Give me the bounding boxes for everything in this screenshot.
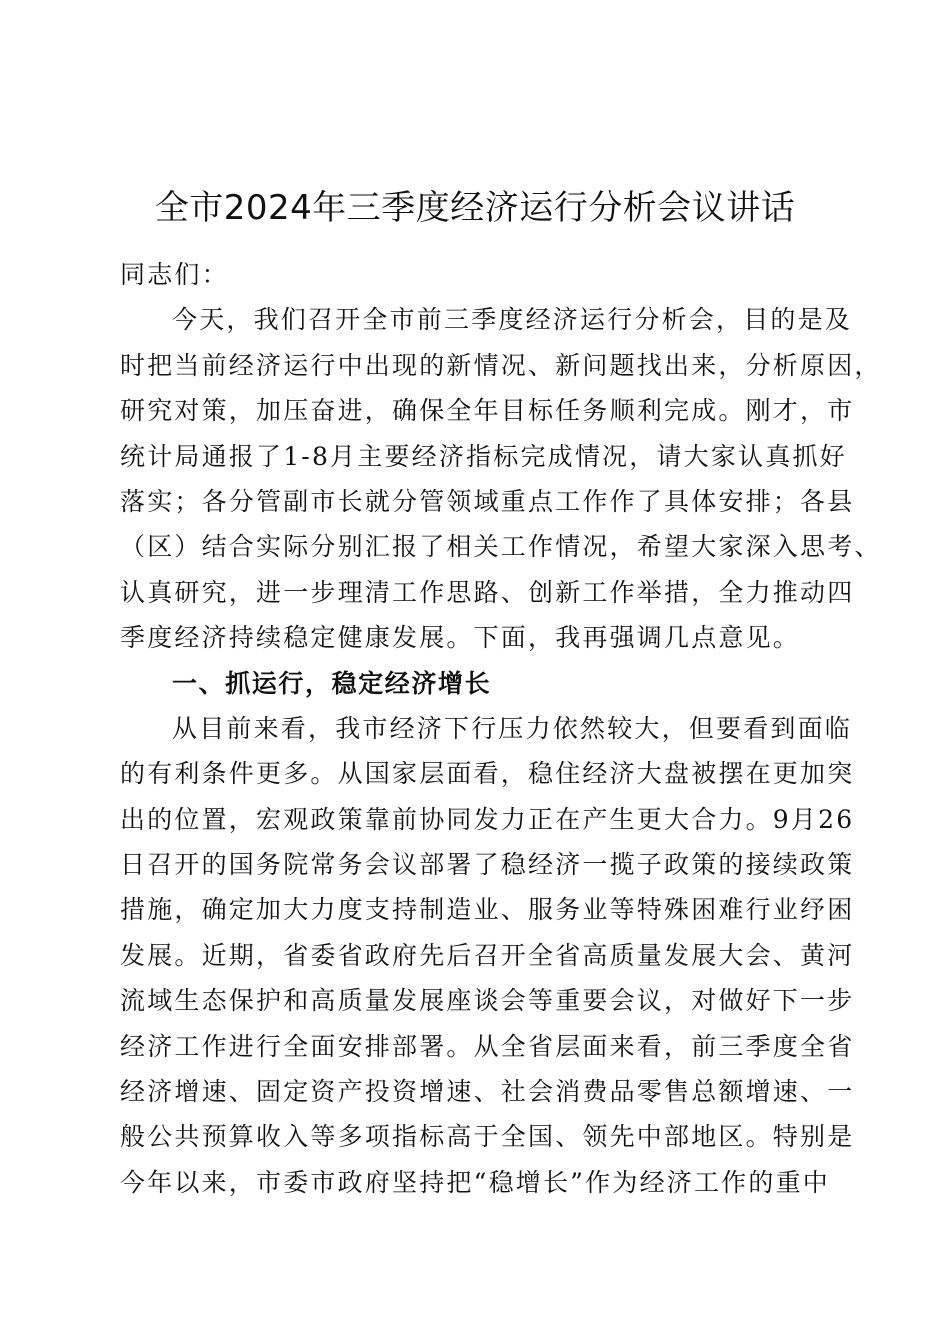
section-heading: 一、抓运行，稳定经济增长: [172, 668, 492, 698]
paragraph-line: 经济增速、固定资产投资增速、社会消费品零售总额增速、一: [120, 1077, 855, 1107]
paragraph-line: 日召开的国务院常务会议部署了稳经济一揽子政策的接续政策: [120, 850, 855, 880]
paragraph-line: 流域生态保护和高质量发展座谈会等重要会议，对做好下一步: [120, 986, 855, 1016]
paragraph-line: 从目前来看，我市经济下行压力依然较大，但要看到面临: [172, 713, 853, 743]
paragraph-line: 发展。近期，省委省政府先后召开全省高质量发展大会、黄河: [120, 940, 855, 970]
paragraph-line: 措施，确定加大力度支持制造业、服务业等特殊困难行业纾困: [120, 895, 855, 925]
paragraph-line: 落实；各分管副市长就分管领域重点工作作了具体安排；各县: [120, 486, 855, 516]
paragraph-line: 研究对策，加压奋进，确保全年目标任务顺利完成。刚才，市: [120, 396, 855, 426]
paragraph-line: 出的位置，宏观政策靠前协同发力正在产生更大合力。9月26: [120, 804, 855, 834]
paragraph-line: 今年以来，市委市政府坚持把“稳增长”作为经济工作的重中: [120, 1167, 830, 1197]
paragraph-line: 认真研究，进一步理清工作思路、创新工作举措，全力推动四: [120, 577, 855, 607]
paragraph-line: 的有利条件更多。从国家层面看，稳住经济大盘被摆在更加突: [120, 759, 855, 789]
document-body: [120, 252, 882, 1205]
salutation: 同志们：: [120, 260, 229, 289]
paragraph-line: 统计局通报了1-8月主要经济指标完成情况，请大家认真抓好: [120, 441, 847, 471]
paragraph-line: 经济工作进行全面安排部署。从全省层面来看，前三季度全省: [120, 1031, 855, 1061]
document-title: 全市2024年三季度经济运行分析会议讲话: [154, 188, 796, 228]
paragraph-2: [120, 706, 855, 1205]
paragraph-line: 季度经济持续稳定健康发展。下面，我再强调几点意见。: [120, 623, 801, 653]
paragraph-line: 今天，我们召开全市前三季度经济运行分析会，目的是及: [172, 305, 853, 335]
paragraph-line: 般公共预算收入等多项指标高于全国、领先中部地区。特别是: [120, 1122, 855, 1152]
paragraph-line: 时把当前经济运行中出现的新情况、新问题找出来，分析原因，: [120, 350, 882, 380]
paragraph-1: [120, 297, 882, 660]
paragraph-line: （区）结合实际分别汇报了相关工作情况，希望大家深入思考、: [120, 532, 882, 562]
